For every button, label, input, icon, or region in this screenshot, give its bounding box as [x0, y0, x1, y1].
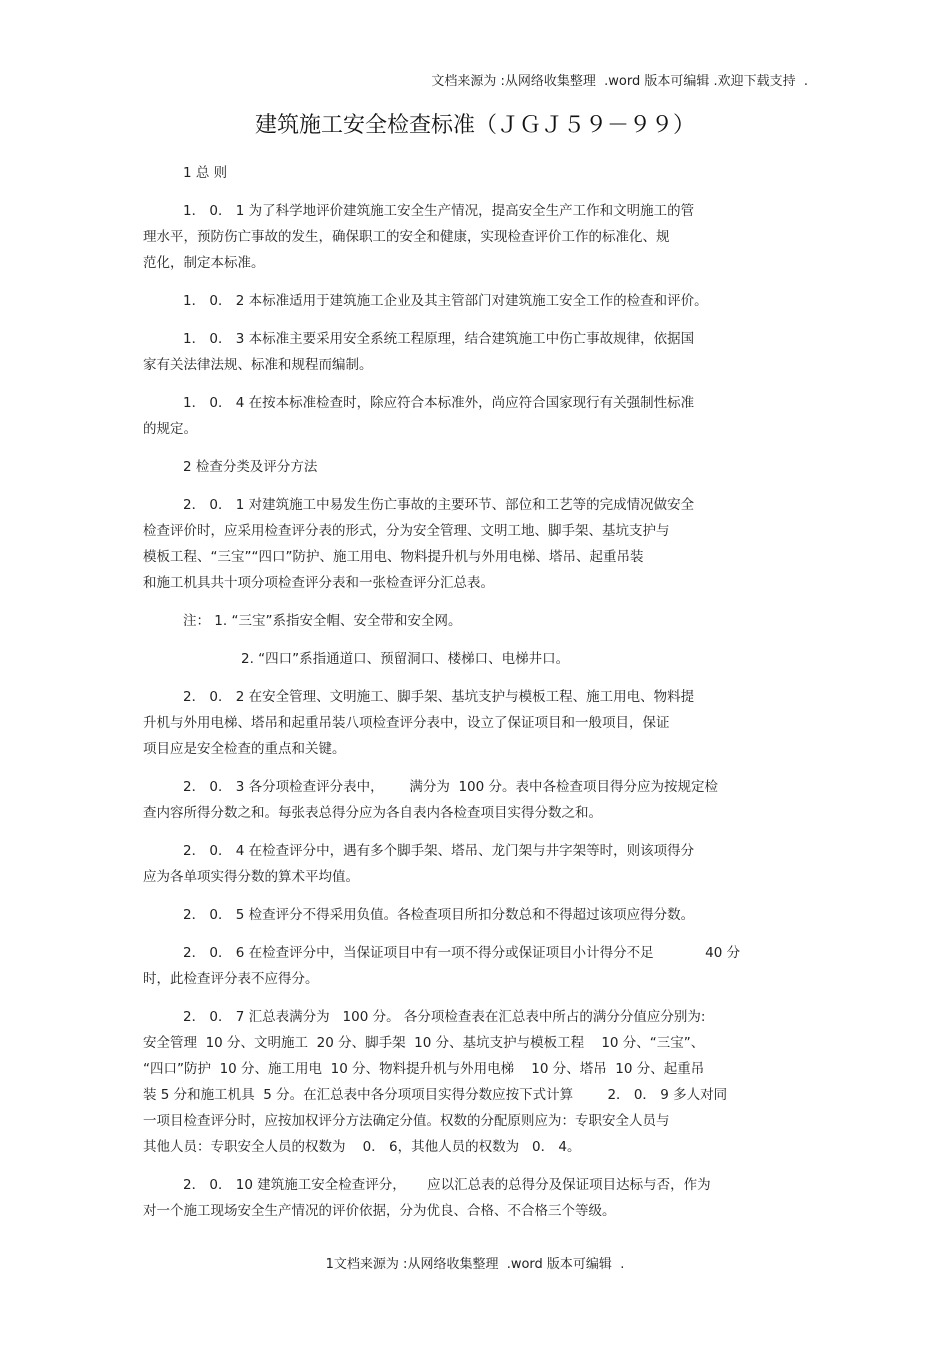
- paragraph-line: 时，此检查评分表不应得分。: [143, 971, 319, 987]
- paragraph-line: 项目应是安全检查的重点和关键。: [143, 741, 346, 757]
- paragraph-line: 一项目检查评分时，应按加权评分方法确定分值。权数的分配原则应为：专职安全人员与: [143, 1113, 670, 1129]
- section-heading-general: 1 总 则: [183, 165, 228, 181]
- paragraph-line: 的规定。: [143, 421, 197, 437]
- paragraph-line: 家有关法律法规、标准和规程而编制。: [143, 357, 373, 373]
- clause-1-0-4: [143, 390, 808, 442]
- paragraph-line: 装 5 分和施工机具 5 分。在汇总表中各分项项目实得分数应按下式计算 2． 0． 9 多人对同: [143, 1087, 728, 1103]
- page-header-note: 文档来源为 :从网络收集整理 .word 版本可编辑 .欢迎下载支持 .: [431, 74, 808, 89]
- paragraph-line: 2． 0． 2 在安全管理、文明施工、脚手架、基坑支护与模板工程、施工用电、物料提: [183, 689, 695, 705]
- section-heading-inspection: 2 检查分类及评分方法: [183, 459, 318, 475]
- paragraph-line: 1． 0． 1 为了科学地评价建筑施工安全生产情况，提高安全生产工作和文明施工的管: [183, 203, 695, 219]
- paragraph-line: 2． 0． 3 各分项检查评分表中， 满分为 100 分。表中各检查项目得分应为按规定检: [183, 779, 719, 795]
- page-footer-note: 1文档来源为 :从网络收集整理 .word 版本可编辑 .: [325, 1257, 625, 1272]
- paragraph-line: 1． 0． 2 本标准适用于建筑施工企业及其主管部门对建筑施工安全工作的检查和评价。: [183, 293, 708, 309]
- paragraph-line: 1． 0． 3 本标准主要采用安全系统工程原理，结合建筑施工中伤亡事故规律，依据国: [183, 331, 695, 347]
- paragraph-line: 检查评价时，应采用检查评分表的形式，分为安全管理、文明工地、脚手架、基坑支护与: [143, 523, 670, 539]
- paragraph-line: 模板工程、“三宝”“四口”防护、施工用电、物料提升机与外用电梯、塔吊、起重吊装: [143, 549, 644, 565]
- paragraph-line: 升机与外用电梯、塔吊和起重吊装八项检查评分表中，设立了保证项目和一般项目，保证: [143, 715, 670, 731]
- clause-1-0-1: [143, 198, 808, 276]
- paragraph-line: “四口”防护 10 分、施工用电 10 分、物料提升机与外用电梯 10 分、塔吊 10 分、起重吊: [143, 1061, 705, 1077]
- clause-2-0-1: [143, 492, 808, 596]
- clause-1-0-2: [143, 288, 808, 314]
- paragraph-line: 范化，制定本标准。: [143, 255, 265, 271]
- paragraph-line: 对一个施工现场安全生产情况的评价依据，分为优良、合格、不合格三个等级。: [143, 1203, 616, 1219]
- paragraph-line: 1． 0． 4 在按本标准检查时，除应符合本标准外，尚应符合国家现行有关强制性标准: [183, 395, 695, 411]
- note-1: 注： 1. “三宝”系指安全帽、安全带和安全网。: [183, 613, 462, 629]
- paragraph-line: 2． 0． 10 建筑施工安全检查评分， 应以汇总表的总得分及保证项目达标与否，作为: [183, 1177, 711, 1193]
- clause-2-0-4: [143, 838, 808, 890]
- paragraph-line: 2． 0． 4 在检查评分中，遇有多个脚手架、塔吊、龙门架与井字架等时，则该项得分: [183, 843, 695, 859]
- paragraph-line: 和施工机具共十项分项检查评分表和一张检查评分汇总表。: [143, 575, 494, 591]
- clause-2-0-7: [143, 1004, 808, 1160]
- paragraph-line: 2． 0． 6 在检查评分中，当保证项目中有一项不得分或保证项目小计得分不足 40 分: [183, 945, 741, 961]
- document-body: [143, 160, 808, 1236]
- note-2: 2. “四口”系指通道口、预留洞口、楼梯口、电梯井口。: [241, 651, 570, 667]
- document-title: 建筑施工安全检查标准（ＪＧＪ５９－９９）: [254, 113, 695, 138]
- clause-1-0-3: [143, 326, 808, 378]
- paragraph-line: 应为各单项实得分数的算术平均值。: [143, 869, 359, 885]
- clause-2-0-10: [143, 1172, 808, 1224]
- clause-2-0-2: [143, 684, 808, 762]
- clause-2-0-5: [143, 902, 808, 928]
- paragraph-line: 安全管理 10 分、文明施工 20 分、脚手架 10 分、基坑支护与模板工程 10 分、“三宝”、: [143, 1035, 705, 1051]
- paragraph-line: 2． 0． 1 对建筑施工中易发生伤亡事故的主要环节、部位和工艺等的完成情况做安全: [183, 497, 695, 513]
- clause-2-0-6: [143, 940, 808, 992]
- paragraph-line: 其他人员：专职安全人员的权数为 0． 6，其他人员的权数为 0． 4。: [143, 1139, 581, 1155]
- clause-2-0-3: [143, 774, 808, 826]
- paragraph-line: 查内容所得分数之和。每张表总得分应为各自表内各检查项目实得分数之和。: [143, 805, 602, 821]
- paragraph-line: 2． 0． 7 汇总表满分为 100 分。 各分项检查表在汇总表中所占的满分分值应分别为:: [183, 1009, 706, 1025]
- paragraph-line: 2． 0． 5 检查评分不得采用负值。各检查项目所扣分数总和不得超过该项应得分数。: [183, 907, 695, 923]
- paragraph-line: 理水平，预防伤亡事故的发生，确保职工的安全和健康，实现检查评价工作的标准化、规: [143, 229, 670, 245]
